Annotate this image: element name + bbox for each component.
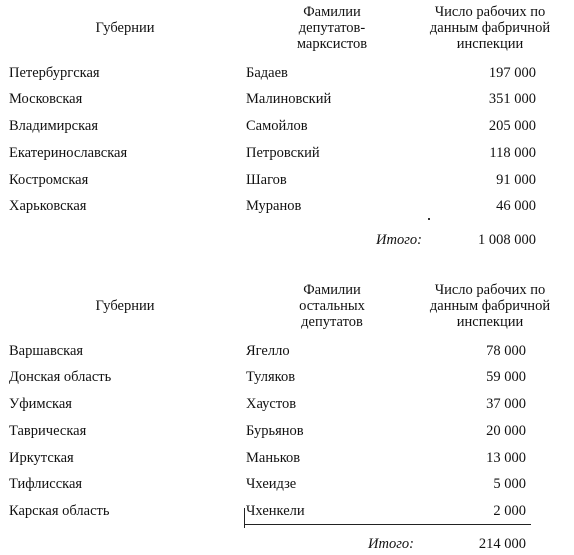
deputy-cell: Туляков [246,369,296,385]
table-row [0,196,574,216]
province-cell: Владимирская [9,118,99,134]
deputy-cell: Бадаев [246,65,288,81]
province-cell: Харьковская [9,198,87,214]
table-row [0,89,574,109]
total-value: 214 000 [478,536,526,552]
province-cell: Уфимская [9,396,72,412]
province-cell: Карская область [9,503,110,519]
deputy-cell: Маньков [246,450,301,466]
workers-cell: 197 000 [488,65,536,81]
header-workers [410,282,570,330]
workers-cell: 20 000 [486,423,526,439]
deputy-cell: Шагов [246,172,287,188]
province-cell: Московская [9,91,83,107]
total-label: Итого: [368,536,414,552]
header-provinces [60,298,190,314]
header-workers-line: данным фабричной [429,20,551,36]
table-row [0,448,574,468]
workers-cell: 46 000 [496,198,536,214]
header-workers-line: Число рабочих по [434,4,546,20]
province-cell: Иркутская [9,450,74,466]
province-cell: Екатеринославская [9,145,128,161]
workers-cell: 37 000 [486,396,526,412]
header-workers-line: инспекции [456,36,524,52]
table-row [0,170,574,190]
scan-speck [428,218,430,220]
header-surnames-line: остальных [299,298,365,314]
deputy-cell: Ягелло [246,343,290,359]
deputy-cell: Хаустов [246,396,297,412]
workers-cell: 118 000 [489,145,536,161]
table-row [0,341,574,361]
header-provinces-text: Губернии [95,298,155,314]
header-provinces-text: Губернии [95,20,155,36]
header-workers-line: Число рабочих по [434,282,546,298]
header-surnames-line: депутатов [301,314,363,330]
deputy-cell: Петровский [246,145,320,161]
column-divider [244,508,245,528]
header-workers-line: инспекции [456,314,524,330]
total-row [0,534,574,554]
header-surnames-line: депутатов- [298,20,366,36]
workers-cell: 5 000 [493,476,526,492]
total-row [0,230,574,250]
workers-cell: 205 000 [488,118,536,134]
workers-cell: 2 000 [493,503,526,519]
header-workers [410,4,570,52]
deputy-cell: Самойлов [246,118,308,134]
province-cell: Тифлисская [9,476,83,492]
table-row [0,501,574,521]
header-surnames-line: Фамилии [303,282,361,298]
table-row [0,367,574,387]
province-cell: Таврическая [9,423,87,439]
province-cell: Костромская [9,172,89,188]
workers-cell: 59 000 [486,369,526,385]
deputy-cell: Бурьянов [246,423,304,439]
header-workers-line: данным фабричной [429,298,551,314]
header-provinces [60,20,190,36]
province-cell: Петербургская [9,65,100,81]
table-row [0,143,574,163]
total-rule [244,524,531,525]
province-cell: Варшавская [9,343,84,359]
workers-cell: 91 000 [496,172,536,188]
province-cell: Донская область [9,369,112,385]
deputy-cell: Малиновский [246,91,332,107]
table-row [0,421,574,441]
header-surnames [262,4,402,52]
header-surnames [262,282,402,330]
table-row [0,116,574,136]
deputy-cell: Муранов [246,198,302,214]
deputy-cell: Чхенкели [246,503,305,519]
header-surnames-line: марксистов [296,36,368,52]
table-row [0,474,574,494]
header-surnames-line: Фамилии [303,4,361,20]
deputy-cell: Чхеидзе [246,476,297,492]
workers-cell: 78 000 [486,343,526,359]
workers-cell: 13 000 [486,450,526,466]
workers-cell: 351 000 [488,91,536,107]
total-label: Итого: [376,232,422,248]
total-value: 1 008 000 [478,232,536,248]
table-row [0,394,574,414]
table-row [0,63,574,83]
